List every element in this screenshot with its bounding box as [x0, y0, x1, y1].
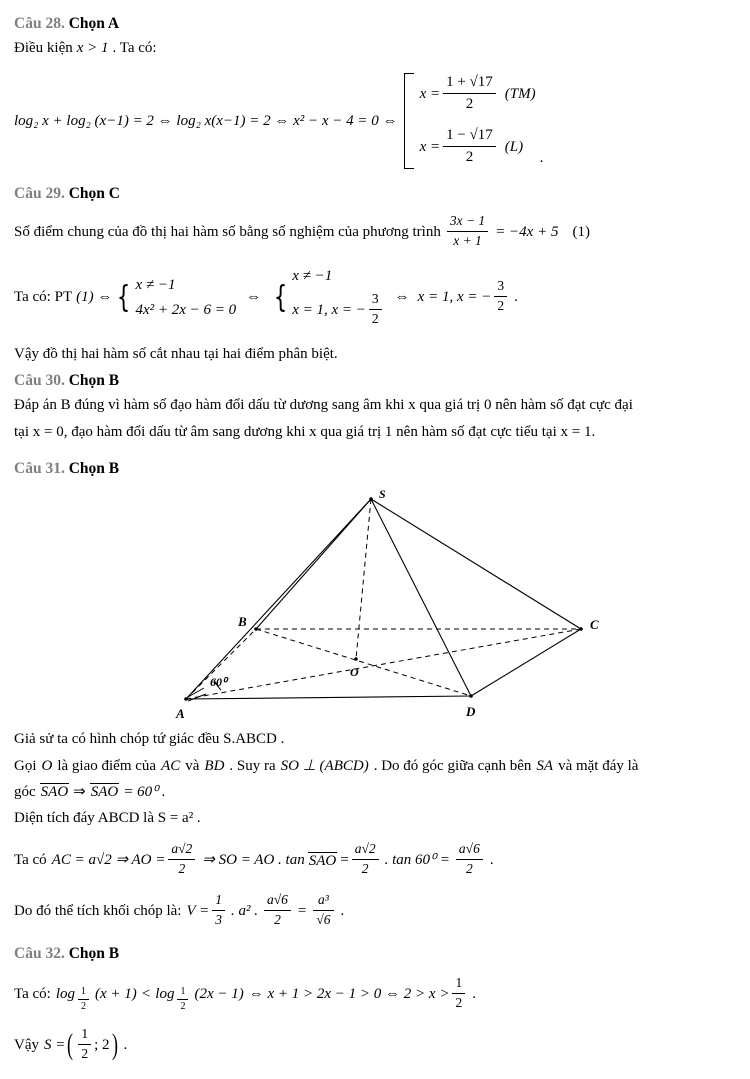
q29-fraction-denominator: x + 1 [447, 231, 488, 251]
label-d: D [466, 703, 476, 719]
vertex-d-dot [469, 694, 473, 698]
q32-log-2-base-denominator: 2 [177, 999, 188, 1014]
q31-angle-sao-1: SAO [40, 783, 69, 800]
q31-l6-d: . [340, 902, 345, 919]
pyramid-height-so-dashed [356, 499, 371, 659]
q31-fraction-1-numerator: a√2 [171, 841, 193, 857]
question-31-heading [14, 460, 738, 478]
q31-l3-a: góc [14, 783, 36, 800]
system-2-row-2 [292, 291, 384, 330]
vertex-c-dot [579, 627, 583, 631]
system-2-fraction-numerator: 3 [371, 290, 379, 306]
pyramid-figure [14, 484, 738, 724]
q31-segment-ac: AC [161, 757, 181, 774]
pyramid-edge-sd [371, 499, 471, 696]
condition-math: x > 1 [76, 40, 109, 56]
q32-less-than: < [141, 985, 151, 1002]
q31-l2-a: Gọi [14, 757, 37, 774]
q31-perp-statement: SO ⊥ (ABCD) [280, 757, 369, 774]
root-2 [420, 126, 536, 169]
q31-line-1: Giả sử ta có hình chóp tứ giác đều S.ABCD . [14, 730, 285, 747]
q31-l2-c: và [185, 757, 200, 774]
q32-fraction-half [452, 974, 465, 1013]
q32-log-1-base-denominator: 2 [78, 999, 89, 1014]
label-s: S [379, 486, 386, 501]
label-a: A [176, 705, 185, 721]
q31-angle-sao-2: SAO [90, 783, 119, 800]
q32-solution-set-label: S = [44, 1036, 66, 1053]
q32-log-1: log [55, 985, 76, 1002]
q29-takc: Ta có: PT [14, 289, 73, 306]
bracket-shape [404, 73, 414, 169]
root-2-numerator: 1 − √17 [446, 127, 493, 143]
q29-fraction-numerator: 3x − 1 [449, 213, 486, 228]
q29-result-dot: . [514, 289, 518, 306]
question-32-line-1 [14, 975, 738, 1014]
q32-log-1-base [78, 985, 89, 1014]
label-c: C [590, 616, 599, 632]
q29-result-denominator: 2 [494, 296, 507, 316]
q31-volume-fraction-1-denominator: 3 [212, 910, 225, 930]
system-2 [271, 266, 385, 330]
equation-main: log₂ x + log₂ (x−1) = 2 ⇔ log₂ x(x−1) = 2 ⇔ x² − x − 4 = 0 ⇔ [14, 112, 398, 129]
q31-fraction-3 [456, 840, 483, 879]
q32-log-1-arg: (x + 1) [95, 985, 137, 1002]
pyramid-svg [126, 484, 626, 724]
q31-l5-c: = [340, 852, 349, 869]
q31-fraction-2-denominator: 2 [352, 859, 379, 879]
question-30-choice: Chọn B [68, 372, 120, 390]
q31-l5-a: Ta có [14, 852, 47, 869]
root-1-denominator: 2 [443, 93, 496, 115]
root-bracket [404, 73, 536, 169]
question-28-label: Câu 28. [14, 15, 65, 32]
q31-fraction-3-numerator: a√6 [458, 841, 480, 857]
q31-l2-f: và mặt đáy là [558, 757, 639, 774]
q31-line-3 [14, 782, 738, 803]
system-2-fraction [369, 290, 382, 329]
q31-l6-a: Do đó thể tích khối chóp là: [14, 902, 182, 919]
question-28-choice: Chọn A [68, 15, 120, 32]
root-2-var: x = [419, 139, 441, 155]
q29-arrow-1: ⇔ [246, 289, 262, 306]
system-1-row-1: x ≠ −1 [135, 276, 176, 293]
pyramid-edge-sb [256, 499, 371, 629]
q29-arrow-2: ⇔ [394, 289, 410, 306]
q31-l6-b: . a² . [230, 902, 258, 919]
question-29-conclusion: Vậy đồ thị hai hàm số cắt nhau tại hai điểm phân biệt. [14, 345, 338, 362]
root-2-tag: (L) [504, 139, 524, 155]
q32-log-1-base-numerator: 1 [81, 985, 87, 997]
question-32-choice: Chọn B [68, 944, 120, 962]
root-1 [420, 73, 536, 116]
q32-fraction-half-denominator: 2 [452, 993, 465, 1013]
q31-line-6 [14, 892, 738, 931]
q31-l5-e: . [489, 852, 494, 869]
q31-fraction-2-numerator: a√2 [354, 841, 376, 857]
q29-equation-tag: (1) [572, 223, 590, 240]
question-30-label: Câu 30. [14, 372, 65, 390]
q32-interval-fraction [78, 1025, 91, 1064]
q32-l2-c: . [123, 1036, 128, 1053]
q31-volume-fraction-1-numerator: 1 [215, 892, 222, 908]
pyramid-edge-left [186, 499, 581, 699]
system-1-row-2: 4x² + 2x − 6 = 0 [135, 301, 237, 318]
system-1-brace: { [117, 279, 131, 315]
q29-result-numerator: 3 [497, 278, 505, 294]
q31-segment-bd: BD [204, 757, 225, 774]
vertex-o-dot [354, 657, 358, 661]
q32-l2-b: ; 2 [94, 1036, 110, 1053]
q31-volume-fraction-2-denominator: 2 [264, 910, 291, 930]
q31-volume-fraction-2 [264, 891, 291, 930]
q31-volume-label: V = [186, 902, 210, 919]
q31-l5-b: ⇒ SO = AO . tan [202, 852, 305, 869]
pyramid-base-ad [186, 696, 471, 699]
question-32-line-2 [14, 1026, 738, 1065]
q32-log-2: log [155, 985, 175, 1002]
q31-line-2 [14, 756, 738, 777]
vertex-b-dot [254, 627, 258, 631]
q32-l1-c: . [472, 985, 476, 1002]
q32-l1-a: Ta có: [14, 985, 51, 1002]
root-1-numerator: 1 + √17 [446, 74, 493, 90]
q29-result-fraction [494, 277, 507, 316]
root-2-fraction [443, 125, 496, 168]
q29-text-b: = −4x + 5 [495, 223, 559, 240]
q29-text-a: Số điểm chung của đồ thị hai hàm số bằng số nghiệm của phương trình [14, 223, 441, 240]
system-1 [114, 275, 236, 321]
q32-fraction-half-numerator: 1 [455, 974, 463, 990]
q31-l2-b: là giao điểm của [57, 757, 157, 774]
question-29-heading [14, 185, 738, 203]
question-32-label: Câu 32. [14, 944, 65, 962]
q31-angle-sao-3: SAO [308, 852, 337, 869]
question-29-choice: Chọn C [68, 185, 120, 202]
system-2-brace: { [274, 279, 288, 315]
q31-l2-d: . Suy ra [229, 757, 276, 774]
system-2-row-1: x ≠ −1 [292, 267, 333, 284]
q31-volume-fraction-2-numerator: a√6 [266, 892, 288, 908]
vertex-a-dot [184, 697, 188, 701]
q29-pt-ref: (1) ⇔ [76, 289, 113, 306]
q31-volume-fraction-3 [313, 891, 333, 930]
pyramid-diagonal-bd-dashed [256, 629, 471, 696]
question-29-label: Câu 29. [14, 185, 65, 202]
question-28-condition [14, 38, 738, 59]
question-31-choice: Chọn B [68, 459, 120, 477]
label-o: O [350, 664, 359, 679]
q31-volume-fraction-3-numerator: a³ [318, 892, 329, 908]
question-30-heading [14, 372, 738, 390]
q31-fraction-3-denominator: 2 [456, 859, 483, 879]
question-29-line-2 [14, 266, 738, 330]
q31-segment-sa: SA [536, 757, 554, 774]
q31-fraction-1 [168, 840, 195, 879]
q31-l6-c: = [297, 902, 307, 919]
q31-point-o: O [41, 757, 53, 774]
root-1-tag: (TM) [504, 86, 536, 102]
condition-suffix: . Ta có: [112, 40, 157, 56]
q32-interval-fraction-denominator: 2 [78, 1044, 91, 1064]
question-30-line-1: Đáp án B đúng vì hàm số đạo hàm đổi dấu từ dương sang âm khi x qua giá trị 0 nên hàm số đạt cực đại [14, 397, 633, 414]
vertex-s-dot [369, 497, 373, 501]
q31-l3-b: ⇒ [73, 783, 86, 800]
q31-ac-value: AC = a√2 ⇒ AO = [51, 852, 166, 869]
label-angle: 60⁰ [210, 674, 227, 689]
q29-result-text: x = 1, x = − [417, 289, 492, 306]
root-1-var: x = [419, 86, 441, 102]
system-2-row-2-text: x = 1, x = − [292, 301, 366, 318]
q31-fraction-2 [352, 840, 379, 879]
q32-l2-a: Vậy [14, 1036, 39, 1053]
q31-line-4: Diện tích đáy ABCD là S = a² . [14, 809, 201, 826]
q32-paren-open: ( [67, 1028, 74, 1062]
q31-l5-d: . tan 60⁰ = [384, 852, 450, 869]
question-28-heading [14, 15, 738, 33]
root-1-fraction [443, 72, 496, 115]
q32-log-2-arg: (2x − 1) [194, 985, 244, 1002]
q32-l1-b: ⇔ x + 1 > 2x − 1 > 0 ⇔ 2 > x > [248, 985, 450, 1002]
equation-end-dot: . [539, 150, 544, 166]
q32-log-2-base [177, 985, 188, 1014]
question-31-label: Câu 31. [14, 459, 65, 477]
q31-volume-fraction-3-denominator: √6 [313, 910, 333, 930]
q31-l2-e: . Do đó góc giữa cạnh bên [373, 757, 532, 774]
q29-fraction [447, 212, 488, 251]
q31-line-5 [14, 841, 738, 880]
root-2-denominator: 2 [443, 146, 496, 168]
q31-volume-fraction-1 [212, 891, 225, 930]
q32-log-2-base-numerator: 1 [180, 985, 186, 997]
q31-l3-c: = 60⁰ . [123, 783, 166, 800]
question-29-line-1 [14, 213, 738, 252]
q31-fraction-1-denominator: 2 [168, 859, 195, 879]
q32-paren-close: ) [111, 1028, 118, 1062]
label-b: B [238, 613, 247, 629]
condition-prefix: Điều kiện [14, 40, 73, 56]
question-30-line-2: tại x = 0, đạo hàm đổi dấu từ âm sang dương khi x qua giá trị 1 nên hàm số đạt cực tiểu tại x = 1. [14, 424, 596, 441]
question-28-equation [14, 73, 738, 169]
system-2-fraction-denominator: 2 [369, 309, 382, 329]
q32-interval-fraction-numerator: 1 [81, 1025, 89, 1041]
